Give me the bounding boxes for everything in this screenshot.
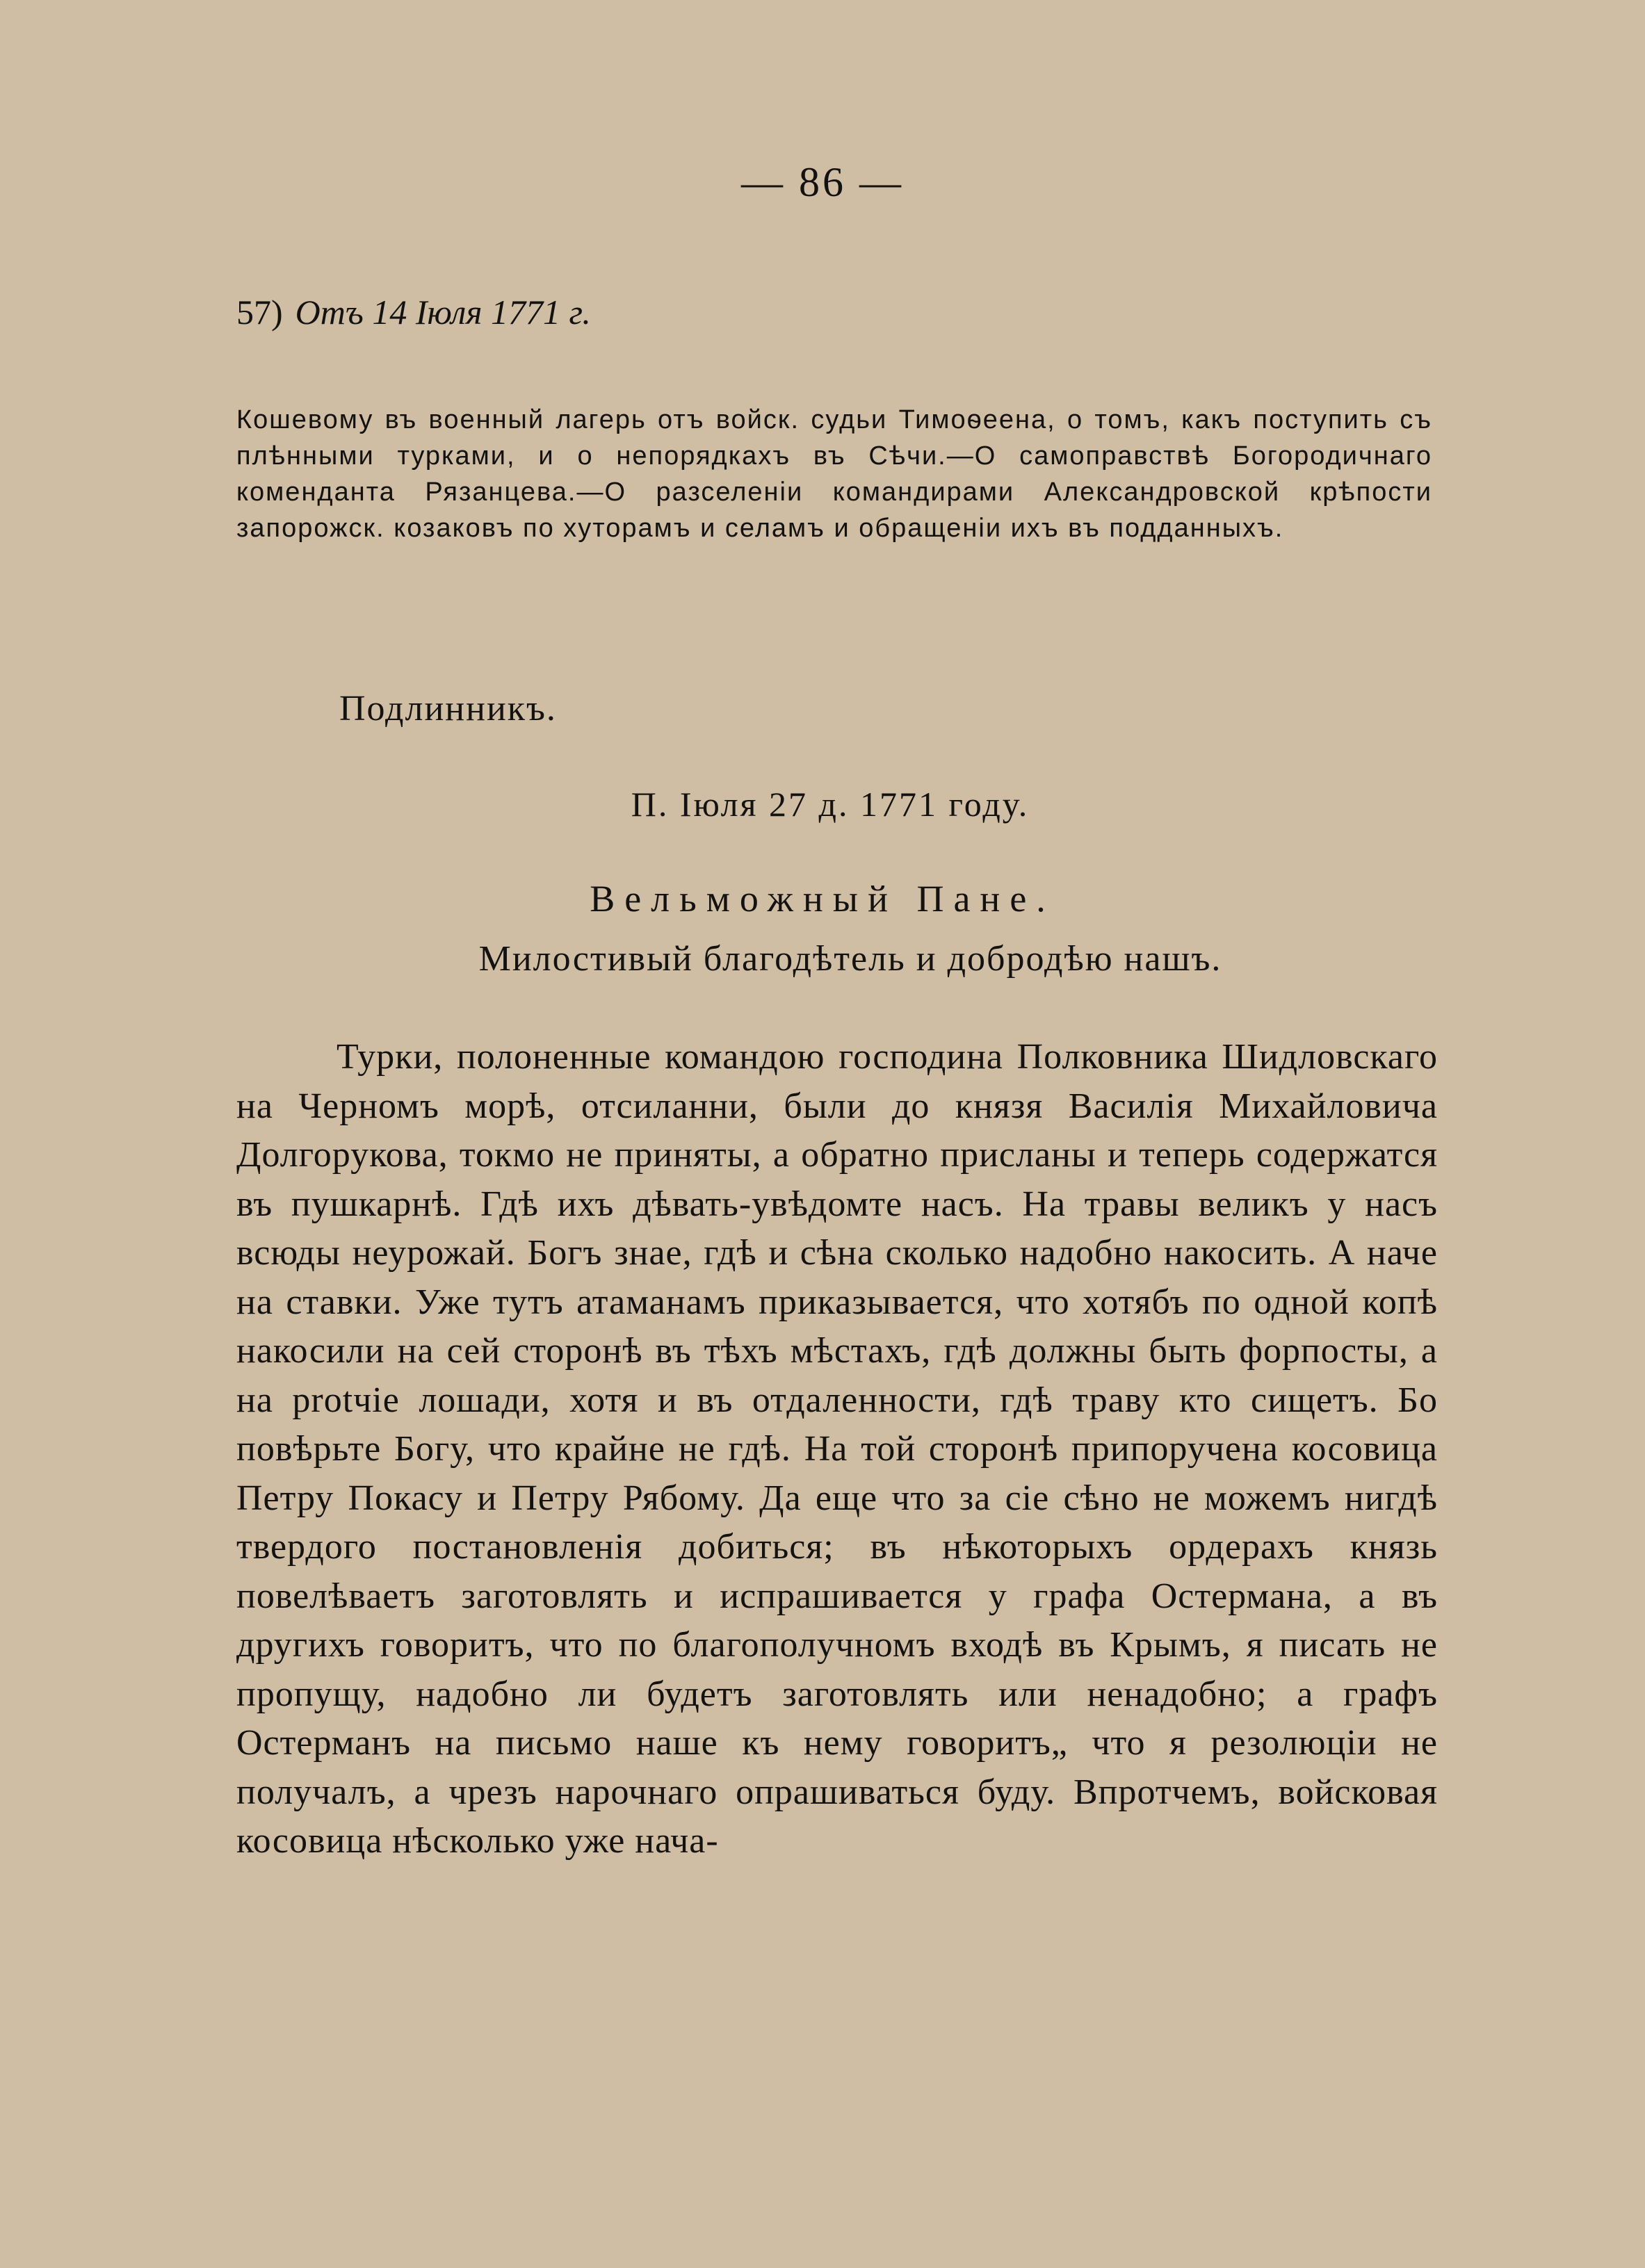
salutation-subtitle: Милостивый благодѣтель и добродѣю нашъ.	[478, 939, 1222, 979]
salutation: Вельможный Пане.	[590, 878, 1055, 920]
document-date: Отъ 14 Іюля 1771 г.	[295, 293, 591, 332]
letter-date: П. Іюля 27 д. 1771 году.	[631, 785, 1030, 824]
document-number: 57)	[236, 293, 283, 332]
source-label: Подлинникъ.	[339, 689, 557, 728]
page-number: — 86 —	[741, 159, 904, 205]
document-summary: Кошевому въ военный лагерь отъ войск. судьи Тимоѳеена, о томъ, какъ поступить съ плѣнными турками, и о непорядкахъ въ Сѣчи.—О самоправствѣ Богородичнаго коменданта Рязанцева.—О разселеніи командирами Александровской крѣпости запорожск. козаковъ по хуторамъ и селамъ и обращеніи ихъ въ подданныхъ.	[236, 405, 1432, 543]
document-header	[236, 292, 591, 332]
letter-body: Турки, полоненные командою господина Полковника Шидловскаго на Черномъ морѣ, отсиланни, были до князя Василія Михайловича Долгорукова, токмо не приняты, а обратно присланы и теперь содержатся въ пушкарнѣ. Гдѣ ихъ дѣвать-увѣдомте насъ. На травы великъ у насъ всюды неурожай. Богъ знае, гдѣ и сѣна сколько надобно накосить. А наче на ставки. Уже тутъ атаманамъ приказывается, что хотябъ по одной копѣ накосили на сей сторонѣ въ тѣхъ мѣстахъ, гдѣ должны быть форпосты, а на protчіе лошади, хотя и въ отдаленности, гдѣ траву кто сищетъ. Бо повѣрьте Богу, что крайне не гдѣ. На той сторонѣ припоручена косовица Петру Покасу и Петру Рябому. Да еще что за сіе сѣно не можемъ нигдѣ твердого постановленія добиться; въ нѣкоторыхъ ордерахъ князь повелѣваетъ заготовлять и испрашивается у графа Остермана, а въ другихъ говоритъ, что по благополучномъ входѣ въ Крымъ, я писать не пропущу, надобно ли будетъ заготовлять или ненадобно; а графъ Остерманъ на письмо наше къ нему говоритъ„ что я резолюціи не получалъ, а чрезъ нарочнаго опрашиваться буду. Впротчемъ, войсковая косовица нѣсколько уже нача-	[236, 1037, 1438, 1861]
